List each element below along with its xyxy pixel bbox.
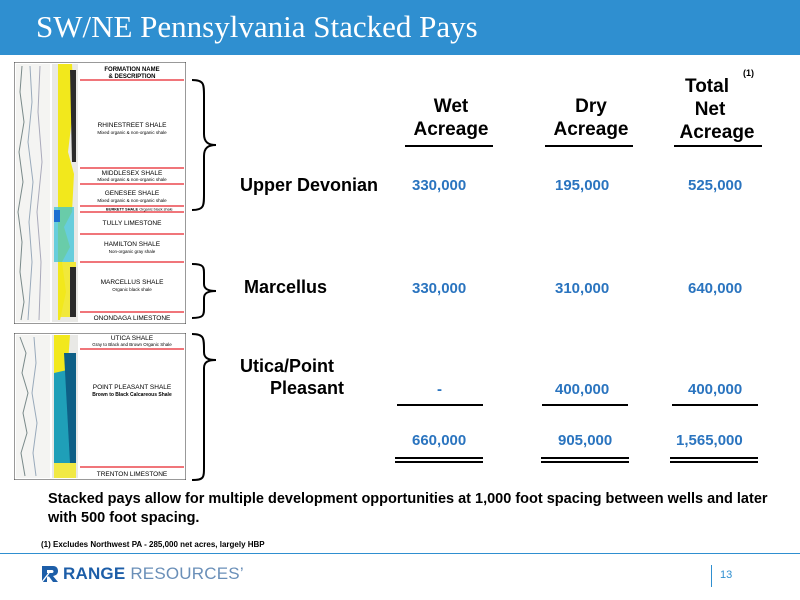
formation-rhinestreet: RHINESTREET SHALE [97, 122, 167, 129]
upper-well-log [14, 62, 186, 324]
formation-genesee-desc: Mixed organic & non-organic shale [97, 198, 167, 203]
range-logo-bold: RANGE [63, 564, 131, 583]
formation-point-pleasant: POINT PLEASANT SHALE [92, 384, 172, 391]
formation-tully: TULLY LIMESTONE [102, 220, 162, 227]
formation-header-line1: FORMATION NAME [104, 67, 160, 73]
header-wet-acreage [405, 95, 497, 141]
footnote: (1) Excludes Northwest PA - 285,000 net acres, largely HBP [41, 540, 265, 549]
formation-hamilton-desc: Non-organic gray shale [108, 249, 156, 254]
total-double-rule-dry [541, 457, 629, 463]
total-dry: 905,000 [558, 432, 613, 449]
header-rule-total [674, 145, 762, 147]
stacked-pays-note: Stacked pays allow for multiple development opportunities at 1,000 foot spacing between wells and later with 500 foot spacing. [48, 491, 768, 526]
subtotal-rule-dry [542, 404, 628, 406]
formation-trenton: TRENTON LIMESTONE [96, 471, 168, 478]
range-logo-light: RESOURCES [130, 564, 240, 583]
subtotal-rule-total [672, 404, 758, 406]
subtotal-rule-wet [397, 404, 483, 406]
formation-utica-desc: Gray to Black and Brown Organic Shale [92, 342, 172, 347]
row-label-utica-line2: Pleasant [270, 378, 345, 398]
page-number: 13 [720, 569, 733, 581]
utica-dry: 400,000 [555, 381, 610, 398]
header-total-line3: Acreage [679, 122, 755, 143]
log-track-2 [52, 64, 78, 322]
formation-burkett: BURKETT SHALE [105, 207, 139, 212]
header-total-line1: Total [685, 76, 729, 97]
total-double-rule-wet [395, 457, 483, 463]
range-logo-icon [40, 564, 60, 584]
lower-log-track-2 [52, 335, 78, 478]
title-bar [0, 0, 800, 55]
total-double-rule-total [670, 457, 758, 463]
utica-total: 400,000 [688, 381, 743, 398]
header-rule-dry [545, 145, 633, 147]
formation-middlesex-desc: Mixed organic & non-organic shale [97, 177, 167, 182]
formation-rhinestreet-desc: Mixed organic & non-organic shale [97, 130, 167, 135]
lower-well-log [14, 333, 186, 480]
formation-middlesex: MIDDLESEX SHALE [101, 170, 163, 177]
footer-divider [0, 553, 800, 554]
formation-marcellus-desc: Organic black shale [112, 287, 152, 292]
upper-devonian-total: 525,000 [688, 177, 743, 194]
slide-title: SW/NE Pennsylvania Stacked Pays [36, 9, 478, 44]
row-label-marcellus: Marcellus [244, 277, 328, 297]
formation-point-pleasant-desc: Brown to Black Calcareous Shale [92, 392, 172, 398]
formation-burkett-desc: Organic black shale [139, 207, 173, 212]
formation-genesee: GENESEE SHALE [104, 190, 160, 197]
header-dry-line1: Dry [575, 96, 607, 117]
header-wet-line2: Acreage [413, 119, 489, 140]
brace-marcellus [190, 262, 220, 320]
range-logo-text [63, 564, 244, 584]
header-total-net-acreage [668, 75, 766, 144]
upper-devonian-dry: 195,000 [555, 177, 610, 194]
formation-hamilton: HAMILTON SHALE [103, 241, 161, 248]
header-total-line2: Net [694, 99, 726, 120]
header-dry-line2: Acreage [553, 119, 629, 140]
marcellus-total: 640,000 [688, 280, 743, 297]
formation-header-line2: & DESCRIPTION [108, 74, 156, 80]
page-number-divider [711, 565, 712, 587]
utica-wet: - [437, 381, 442, 398]
header-wet-line1: Wet [433, 96, 469, 117]
log-track-1 [16, 64, 50, 322]
formation-marcellus: MARCELLUS SHALE [100, 279, 164, 286]
brace-utica [190, 332, 220, 482]
formation-onondaga: ONONDAGA LIMESTONE [93, 315, 171, 322]
marcellus-dry: 310,000 [555, 280, 610, 297]
brace-upper-devonian [190, 78, 220, 212]
total-wet: 660,000 [412, 432, 467, 449]
header-dry-acreage [545, 95, 637, 141]
header-rule-wet [405, 145, 493, 147]
lower-log-track-1 [16, 335, 50, 478]
upper-devonian-wet: 330,000 [412, 177, 467, 194]
formation-utica: UTICA SHALE [110, 335, 154, 342]
marcellus-wet: 330,000 [412, 280, 467, 297]
range-resources-logo [40, 564, 244, 584]
range-logo-mark: ’ [239, 564, 244, 583]
row-label-upper-devonian: Upper Devonian [240, 175, 379, 195]
total-net: 1,565,000 [676, 432, 743, 449]
row-label-utica-line1: Utica/Point [240, 356, 335, 376]
total-footnote-mark: (1) [743, 68, 754, 78]
